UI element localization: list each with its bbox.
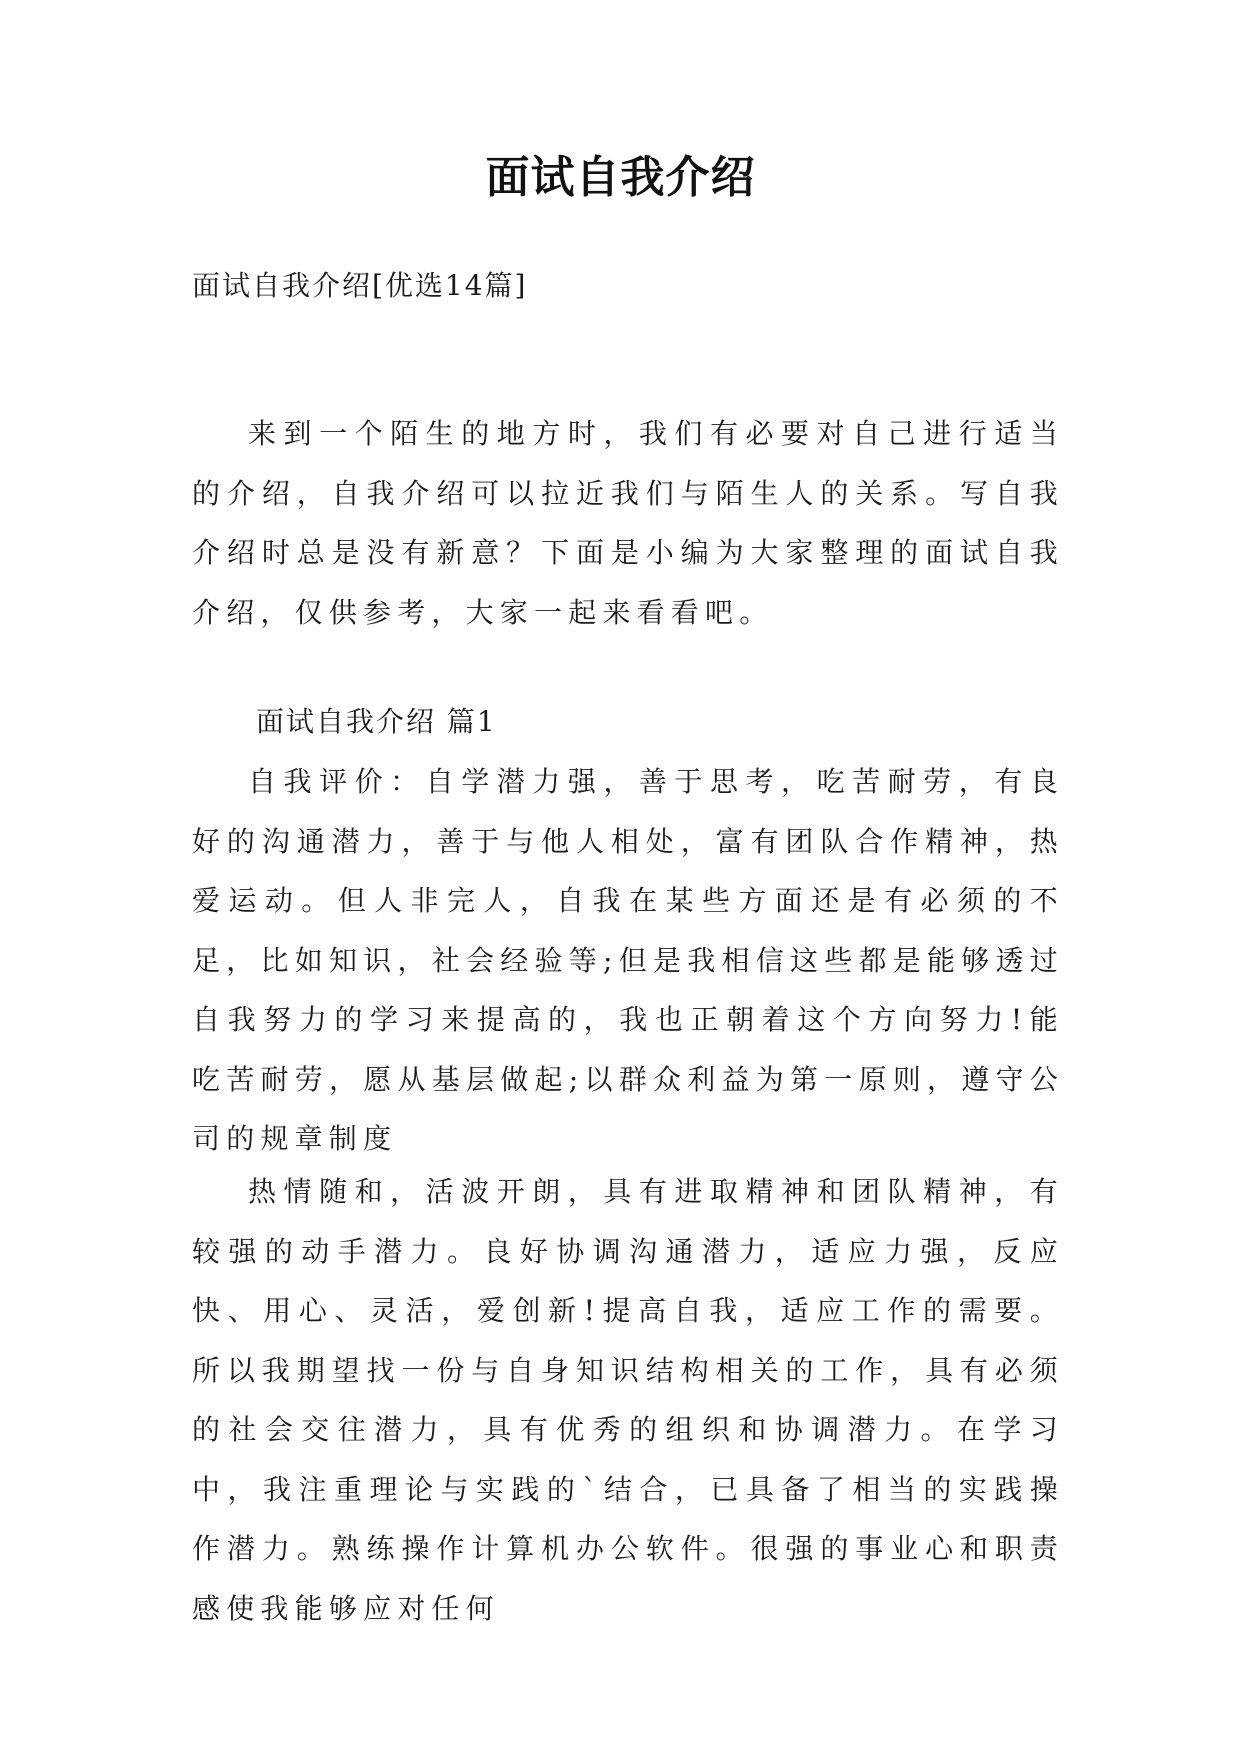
- body-paragraph: 自我评价：自学潜力强，善于思考，吃苦耐劳，有良好的沟通潜力，善于与他人相处，富有团队合作精神，热爱运动。但人非完人，自我在某些方面还是有必须的不足，比如知识，社会经验等;但是我相信这些都是能够透过自我努力的学习来提高的，我也正朝着这个方向努力!能吃苦耐劳，愿从基层做起;以群众利益为第一原则，遵守公司的规章制度: [192, 765, 1064, 1155]
- body-paragraph: 热情随和，活波开朗，具有进取精神和团队精神，有较强的动手潜力。良好协调沟通潜力，适应力强，反应快、用心、灵活，爱创新!提高自我，适应工作的需要。所以我期望找一份与自身知识结构相关的工作，具有必须的社会交往潜力，具有优秀的组织和协调潜力。在学习中，我注重理论与实践的`结合，已具备了相当的实践操作潜力。熟练操作计算机办公软件。很强的事业心和职责感使我能够应对任何: [192, 1175, 1064, 1625]
- intro-paragraph: 来到一个陌生的地方时，我们有必要对自己进行适当的介绍，自我介绍可以拉近我们与陌生人的关系。写自我介绍时总是没有新意？下面是小编为大家整理的面试自我介绍，仅供参考，大家一起来看看吧。: [192, 417, 1064, 629]
- document-subtitle: 面试自我介绍[优选14篇]: [192, 269, 528, 302]
- section-heading: 面试自我介绍 篇1: [256, 705, 497, 738]
- document-title: 面试自我介绍: [485, 152, 756, 203]
